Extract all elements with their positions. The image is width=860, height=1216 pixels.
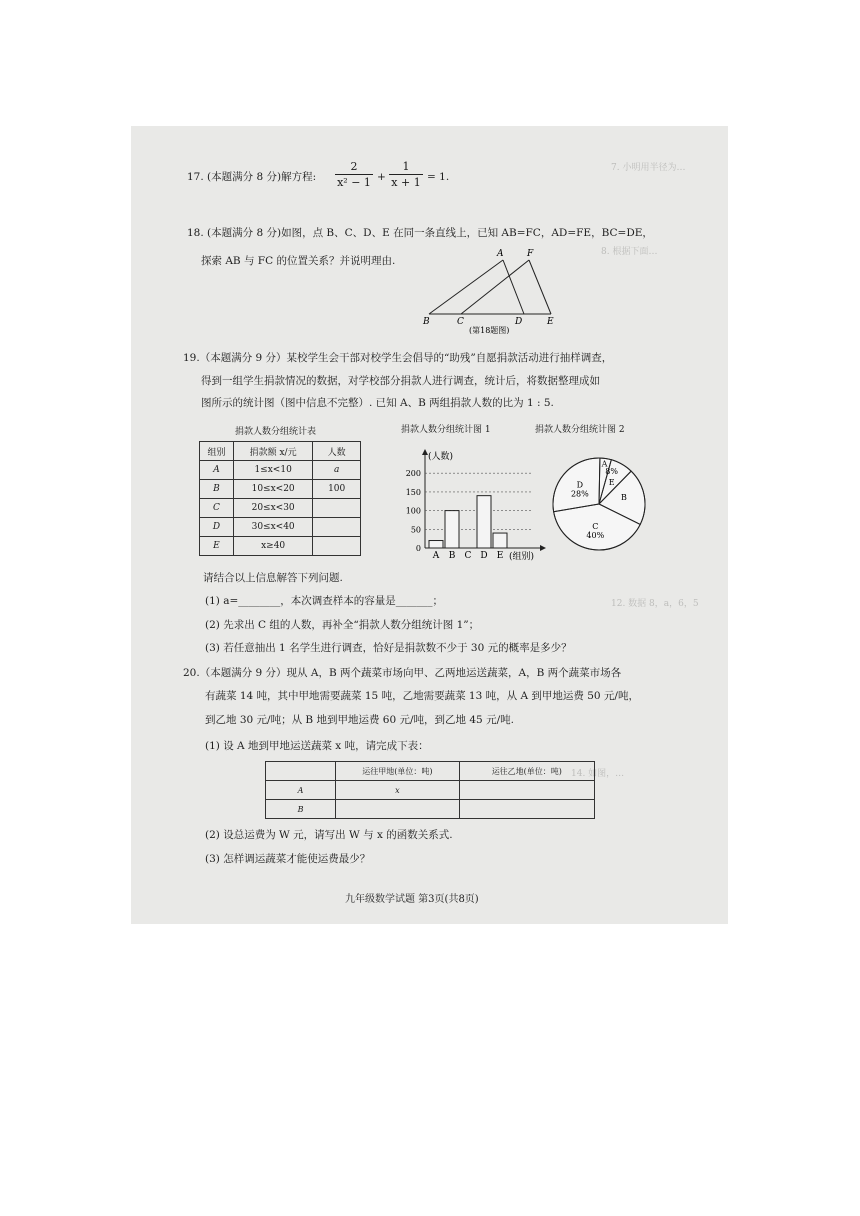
bleed-through-text: 14. 如图，… — [571, 769, 625, 779]
table-cell — [336, 800, 460, 819]
q19-line3: 图所示的统计图（图中信息不完整）. 已知 A、B 两组捐款人数的比为 1 : 5. — [201, 397, 554, 409]
plus-sign: + — [377, 171, 386, 183]
q19-group-table — [199, 441, 361, 556]
x-tick-label: D — [480, 551, 488, 561]
table-cell: A — [200, 461, 234, 480]
bleed-through-text: 8. 根据下面… — [601, 247, 658, 257]
table-header: 运往甲地(单位：吨) — [336, 762, 460, 781]
pie-percent-label: 40% — [586, 531, 605, 541]
table-cell: A — [266, 781, 336, 800]
table-row — [200, 461, 361, 480]
segment-FC — [461, 260, 529, 314]
q17-fraction-2 — [389, 160, 423, 189]
y-tick-label: 200 — [405, 469, 421, 479]
table-header: 组别 — [200, 442, 234, 461]
x-tick-label: B — [448, 551, 456, 561]
table-cell: B — [266, 800, 336, 819]
figure-caption: (第18题图) — [469, 326, 510, 334]
page-footer: 九年级数学试题 第3页(共8页) — [345, 894, 479, 905]
pie-percent-label: 8% — [605, 467, 618, 477]
label-C: C — [457, 317, 464, 327]
table-cell: 20≤x<30 — [233, 499, 312, 518]
q19-sub2: (2) 先求出 C 组的人数，再补全“捐款人数分组统计图 1”； — [205, 619, 480, 631]
pie-percent-label: 28% — [570, 489, 589, 499]
bar-chart-figure-1 — [393, 446, 553, 564]
q19-line2: 得到一组学生捐款情况的数据，对学校部分捐款人进行调查，统计后，将数据整理成如 — [201, 375, 600, 387]
table-cell — [313, 518, 361, 537]
q19-sub1: (1) a=________，本次调查样本的容量是_______； — [205, 595, 444, 607]
table-cell — [313, 537, 361, 556]
table-header: 人数 — [313, 442, 361, 461]
q20-line2: 有蔬菜 14 吨，其中甲地需要蔬菜 15 吨，乙地需要蔬菜 13 吨，从 A 到甲地运费 50 元/吨， — [205, 690, 639, 702]
segment-FE — [529, 260, 551, 314]
table-row — [266, 781, 595, 800]
q17-rhs: = 1. — [427, 171, 450, 183]
q20-line1: 20.（本题满分 9 分）现从 A，B 两个蔬菜市场向甲、乙两地运送蔬菜，A，B 两个蔬菜市场各 — [183, 667, 622, 679]
table-cell: x — [336, 781, 460, 800]
x-tick-label: E — [496, 551, 504, 561]
bar-D — [477, 496, 491, 548]
label-B: B — [423, 317, 430, 327]
table-cell: 1≤x<10 — [233, 461, 312, 480]
table-cell: a — [313, 461, 361, 480]
y-tick-label: 100 — [405, 506, 421, 516]
table-cell: 10≤x<20 — [233, 480, 312, 499]
table-header — [266, 762, 336, 781]
q19-sub3: (3) 若任意抽出 1 名学生进行调查，恰好是捐款数不少于 30 元的概率是多少？ — [205, 642, 572, 654]
fraction-numerator: 2 — [350, 160, 358, 173]
q20-sub3: (3) 怎样调运蔬菜才能使运费最少？ — [205, 853, 371, 865]
fraction-numerator: 1 — [402, 160, 410, 173]
chart1-title: 捐款人数分组统计图 1 — [401, 425, 491, 435]
table-header: 运往乙地(单位：吨) — [459, 762, 594, 781]
label-D: D — [515, 317, 523, 327]
table-cell: B — [200, 480, 234, 499]
y-tick-label: 150 — [405, 487, 421, 497]
table-cell — [313, 499, 361, 518]
q20-sub2: (2) 设总运费为 W 元，请写出 W 与 x 的函数关系式. — [205, 829, 453, 841]
table-cell: E — [200, 537, 234, 556]
bar-B — [445, 511, 459, 548]
table-row — [200, 518, 361, 537]
table-cell: 30≤x<40 — [233, 518, 312, 537]
table-cell: C — [200, 499, 234, 518]
bleed-through-text: 7. 小明用半径为… — [611, 163, 686, 173]
exam-page — [131, 126, 728, 924]
y-tick-label: 50 — [410, 525, 421, 535]
q17-fraction-1 — [335, 160, 373, 189]
fraction-denominator: x² − 1 — [337, 176, 371, 189]
table-row — [200, 499, 361, 518]
table-cell: D — [200, 518, 234, 537]
fraction-denominator: x + 1 — [391, 176, 421, 189]
x-tick-label: C — [464, 551, 472, 561]
pie-slice-label: B — [620, 492, 627, 502]
bar-E — [493, 533, 507, 548]
q18-line1: 18. (本题满分 8 分)如图，点 B、C、D、E 在同一条直线上，已知 AB=FC，AD=FE，BC=DE， — [187, 227, 653, 239]
table-row — [200, 480, 361, 499]
q19-table-title: 捐款人数分组统计表 — [235, 427, 317, 437]
table-cell: x≥40 — [233, 537, 312, 556]
segment-AB — [429, 260, 503, 314]
chart2-title: 捐款人数分组统计图 2 — [535, 425, 625, 435]
table-header: 捐款额 x/元 — [233, 442, 312, 461]
pie-chart-figure-2 — [541, 448, 661, 558]
table-cell — [459, 800, 594, 819]
label-A: A — [497, 249, 504, 259]
table-row — [266, 800, 595, 819]
bar-A — [429, 541, 443, 548]
label-E: E — [547, 317, 554, 327]
table-header-row — [266, 762, 595, 781]
table-row — [200, 537, 361, 556]
pie-slice-label: C — [592, 522, 599, 532]
pie-slice-label: A — [601, 459, 608, 469]
y-axis-label: (人数) — [428, 452, 454, 462]
table-header-row — [200, 442, 361, 461]
q18-triangle-figure — [421, 244, 571, 334]
pie-slice-label: D — [576, 480, 584, 490]
x-axis-label: (组别) — [509, 552, 535, 562]
q17-prefix: 17. (本题满分 8 分)解方程: — [187, 171, 317, 183]
table-cell: 100 — [313, 480, 361, 499]
y-tick-label: 0 — [415, 544, 421, 553]
q20-transport-table — [265, 761, 595, 819]
q19-line1: 19.（本题满分 9 分）某校学生会干部对校学生会倡导的“助残”自愿捐款活动进行抽样调查， — [183, 352, 613, 364]
q20-sub1: (1) 设 A 地到甲地运送蔬菜 x 吨，请完成下表： — [205, 740, 429, 752]
table-cell — [459, 781, 594, 800]
q19-prompt: 请结合以上信息解答下列问题. — [203, 572, 343, 584]
segment-AD — [503, 260, 524, 314]
q18-line2: 探索 AB 与 FC 的位置关系？并说明理由. — [201, 255, 396, 267]
bleed-through-text: 12. 数据 8，a，6，5 — [611, 599, 699, 609]
pie-slice-label: E — [608, 478, 615, 488]
x-tick-label: A — [432, 551, 440, 561]
label-F: F — [527, 249, 534, 259]
q20-line3: 到乙地 30 元/吨；从 B 地到甲地运费 60 元/吨，到乙地 45 元/吨. — [205, 714, 514, 726]
